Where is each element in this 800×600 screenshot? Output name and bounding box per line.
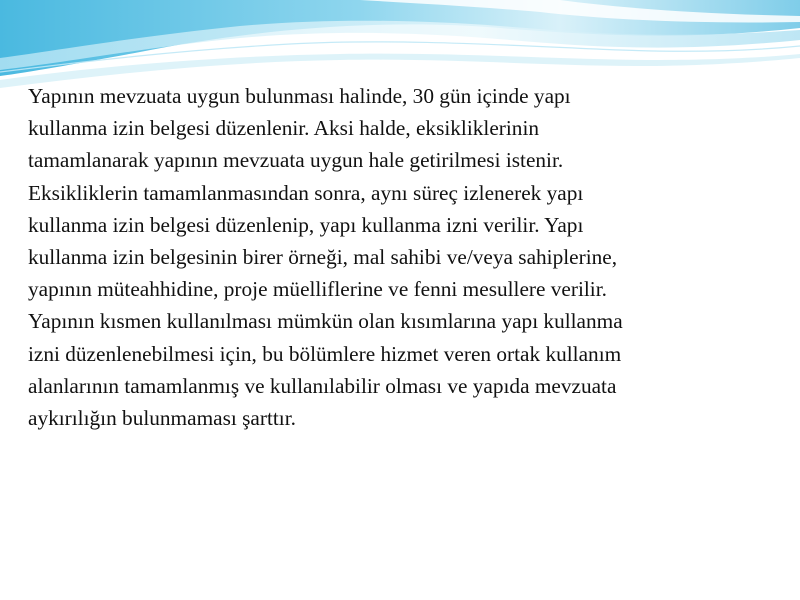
body-paragraph: Yapının mevzuata uygun bulunması halinde, 30 gün içinde yapı kullanma izin belgesi düzenlenir. Aksi halde, eksikliklerinin tamamlanarak yapının mevzuata uygun hale getirilmesi istenir. Eksikliklerin tamamlanmasından sonra, aynı süreç izlenerek yapı kullanma izin belgesi düzenlenip, yapı kullanma izni verilir. Yapı kullanma izin belgesinin birer örneği, mal sahibi ve/veya sahiplerine, yapının müteahhidine, proje müelliflerine ve fenni mesullere verilir. Yapının kısmen kullanılması mümkün olan kısımlarına yapı kullanma izni düzenlenebilmesi için, bu bölümlere hizmet veren ortak kullanım alanlarının tamamlanmış ve kullanılabilir olması ve yapıda mevzuata aykırılığın bulunmaması şarttır. <box>28 84 623 431</box>
